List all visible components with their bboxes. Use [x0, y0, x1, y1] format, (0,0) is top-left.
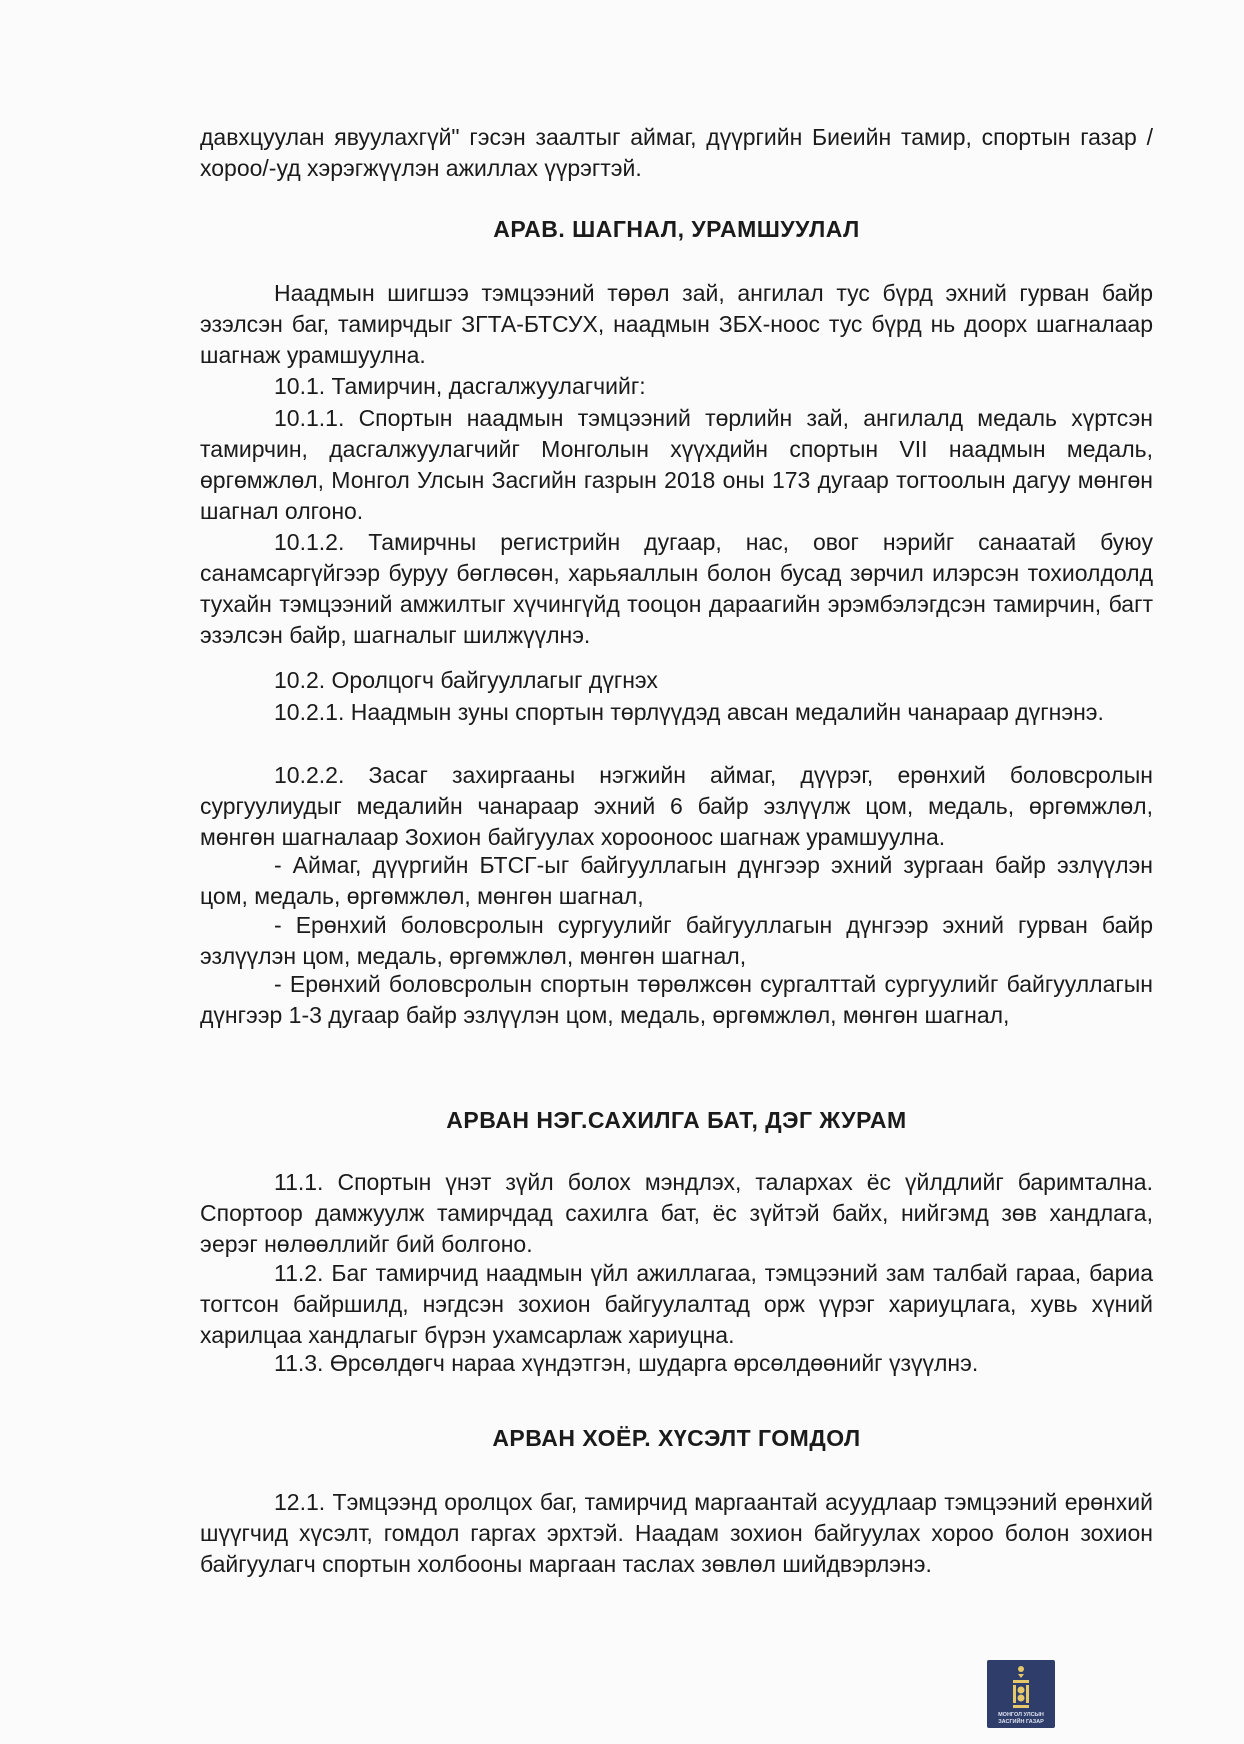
clause-10-1: 10.1. Тамирчин, дасгалжуулагчийг: — [274, 373, 646, 399]
clause-10-2: 10.2. Оролцогч байгууллагыг дүгнэх — [274, 667, 658, 693]
section-11-heading: АРВАН НЭГ.САХИЛГА БАТ, ДЭГ ЖУРАМ — [446, 1107, 907, 1133]
government-seal-logo — [987, 1660, 1055, 1728]
clause-12-1: 12.1. Тэмцээнд оролцох баг, тамирчид маргаантай асуудлаар тэмцээний ерөнхий шүүгчид хүсэлт, гомдол гаргах эрхтэй. Наадам зохион байгуулах хороо болон зохион байгуулагч спортын холбооны маргаан таслах зөвлөл шийдвэрлэнэ. — [200, 1489, 1153, 1577]
section-10-paragraph-1: Наадмын шигшээ тэмцээний төрөл зай, ангилал тус бүрд эхний гурван байр эзэлсэн баг, тамирчдыг ЗГТА-БТСУХ, наадмын ЗБХ-ноос тус бүрд нь доорх шагналаар шагнаж урамшуулна. — [200, 280, 1153, 368]
clause-11-3: 11.3. Өрсөлдөгч нараа хүндэтгэн, шударга өрсөлдөөнийг үзүүлнэ. — [274, 1350, 979, 1376]
bullet-aimag: - Аймаг, дүүргийн БТСГ-ыг байгууллагын дүнгээр эхний зургаан байр эзлүүлэн цом, медаль, өргөмжлөл, мөнгөн шагнал, — [200, 852, 1153, 909]
bullet-sports-school: - Ерөнхий боловсролын спортын төрөлжсөн сургалттай сургуулийг байгууллагын дүнгээр 1-3 дугаар байр эзлүүлэн цом, медаль, өргөмжлөл, мөнгөн шагнал, — [200, 971, 1153, 1028]
section-12-heading: АРВАН ХОЁР. ХҮСЭЛТ ГОМДОЛ — [492, 1425, 861, 1451]
seal-line-1: МОНГОЛ УЛСЫН — [998, 1712, 1044, 1718]
clause-10-1-1: 10.1.1. Спортын наадмын тэмцээний төрлийн зай, ангилалд медаль хүртсэн тамирчин, дасгалжуулагчийг Монголын хүүхдийн спортын VII наадмын медаль, өргөмжлөл, Монгол Улсын Засгийн газрын 2018 оны 173 дугаар тогтоолын дагуу мөнгөн шагнал олгоно. — [200, 405, 1153, 524]
section-10-heading: АРАВ. ШАГНАЛ, УРАМШУУЛАЛ — [493, 216, 860, 242]
clause-11-2: 11.2. Баг тамирчид наадмын үйл ажиллагаа, тэмцээний зам талбай гараа, бариа тогтсон байршилд, нэгдсэн зохион байгуулалтад орж үүрэг хариуцлага, хувь хүний харилцаа хандлагыг бүрэн ухамсарлаж хариуцна. — [200, 1260, 1153, 1348]
bullet-school: - Ерөнхий боловсролын сургуулийг байгууллагын дүнгээр эхний гурван байр эзлүүлэн цом, медаль, өргөмжлөл, мөнгөн шагнал, — [200, 912, 1153, 969]
clause-10-1-2: 10.1.2. Тамирчны регистрийн дугаар, нас, овог нэрийг санаатай буюу санамсаргүйгээр буруу бөглөсөн, харьяаллын болон бусад зөрчил илэрсэн тохиолдолд тухайн тэмцээний амжилтыг хүчингүйд тооцон дараагийн эрэмбэлэгдсэн тамирчин, багт эзэлсэн байр, шагналыг шилжүүлнэ. — [200, 529, 1153, 648]
clause-11-1: 11.1. Спортын үнэт зүйл болох мэндлэх, талархах ёс үйлдлийг баримтална. Спортоор дамжуулж тамирчдад сахилга бат, ёс зүйтэй байх, нийгэмд зөв хандлага, эерэг нөлөөллийг бий болгоно. — [200, 1169, 1153, 1257]
seal-line-2: ЗАСГИЙН ГАЗАР — [998, 1719, 1044, 1725]
clause-10-2-1: 10.2.1. Наадмын зуны спортын төрлүүдэд авсан медалийн чанараар дүгнэнэ. — [274, 699, 1104, 725]
clause-10-2-2: 10.2.2. Засаг захиргааны нэгжийн аймаг, дүүрэг, ерөнхий боловсролын сургуулиудыг медалийн чанараар эхний 6 байр эзлүүлж цом, медаль, өргөмжлөл, мөнгөн шагналаар Зохион байгуулах хорооноос шагнаж урамшуулна. — [200, 762, 1153, 850]
intro-paragraph: давхцуулан явуулахгүй" гэсэн заалтыг аймаг, дүүргийн Биеийн тамир, спортын газар /хороо/-уд хэрэгжүүлэн ажиллах үүрэгтэй. — [200, 124, 1153, 181]
